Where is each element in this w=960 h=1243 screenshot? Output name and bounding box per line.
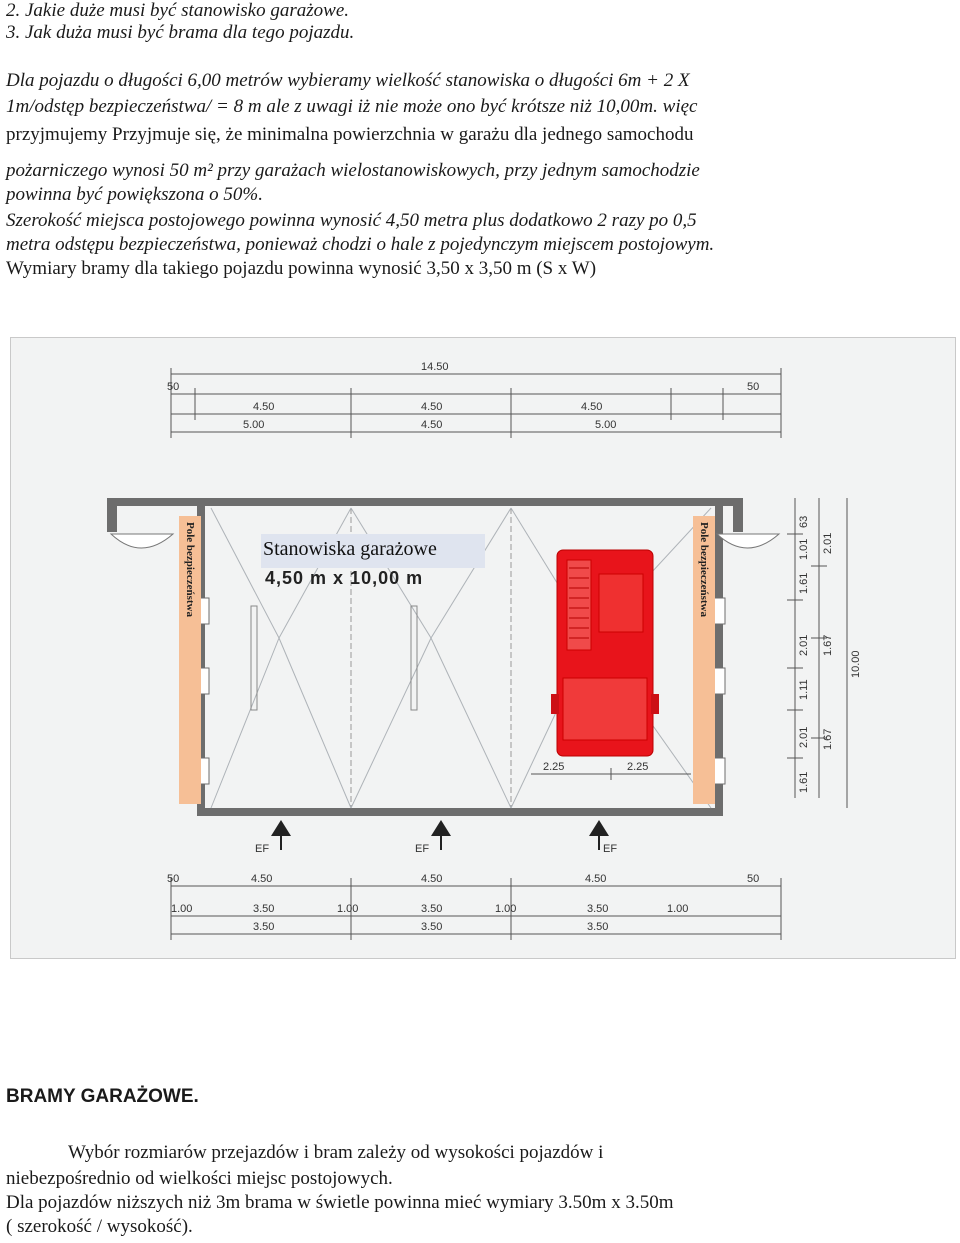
dim-bottom: 3.50 xyxy=(253,921,275,933)
paragraph-line: Dla pojazdu o długości 6,00 metrów wybieramy wielkość stanowiska o długości 6m + 2 X xyxy=(6,70,690,91)
dim-right: 1.67 xyxy=(822,728,834,750)
dim-top: 4.50 xyxy=(581,401,603,413)
dim-bottom: 4.50 xyxy=(421,873,443,885)
section-line: ( szerokość / wysokość). xyxy=(6,1216,193,1237)
dim-right: 1.61 xyxy=(798,771,810,793)
section-heading: BRAMY GARAŻOWE. xyxy=(6,1086,199,1107)
dim-right: 63 xyxy=(798,515,810,528)
dim-right: 1.01 xyxy=(798,538,810,560)
dim-bottom: 1.00 xyxy=(495,903,517,915)
paragraph-line: Szerokość miejsca postojowego powinna wynosić 4,50 metra plus dodatkowo 2 razy po 0,5 xyxy=(6,210,697,231)
paragraph-line: 1m/odstęp bezpieczeństwa/ = 8 m ale z uwagi iż nie może ono być krótsze niż 10,00m. więc xyxy=(6,96,698,117)
dim-top: 50 xyxy=(747,381,760,393)
paragraph-line: pożarniczego wynosi 50 m² przy garażach wielostanowiskowych, przy jednym samochodzie xyxy=(6,160,700,181)
dim-truck: 2.25 xyxy=(543,761,565,773)
dim-total-width: 14.50 xyxy=(421,361,449,373)
fire-truck-icon xyxy=(551,550,659,756)
dim-top: 5.00 xyxy=(595,419,617,431)
dim-right-total: 10.00 xyxy=(850,650,862,678)
section-line: Wybór rozmiarów przejazdów i bram zależy od wysokości pojazdów i xyxy=(68,1142,604,1163)
dim-bottom: 3.50 xyxy=(421,903,443,915)
gate-label: EF xyxy=(415,843,430,855)
paragraph-line: Wymiary bramy dla takiego pojazdu powinna wynosić 3,50 x 3,50 m (S x W) xyxy=(6,258,597,279)
section-line: niebezpośrednio od wielkości miejsc postojowych. xyxy=(6,1168,393,1189)
garage-floor-plan xyxy=(10,337,956,959)
paragraph-line: metra odstępu bezpieczeństwa, ponieważ chodzi o hale z pojedynczym miejscem postojowym. xyxy=(6,234,715,255)
dim-top: 50 xyxy=(167,381,180,393)
paragraph-line: powinna być powiększona o 50%. xyxy=(6,184,264,205)
dim-right: 1.67 xyxy=(822,634,834,656)
list-item-2: 2. Jakie duże musi być stanowisko garażowe. xyxy=(6,0,350,21)
gate-arrow-icon xyxy=(271,820,291,850)
dim-top: 4.50 xyxy=(421,401,443,413)
dim-bottom: 4.50 xyxy=(585,873,607,885)
dim-bottom: 1.00 xyxy=(667,903,689,915)
safety-zone-label: Pole bezpieczeństwa xyxy=(698,522,710,617)
dim-truck: 2.25 xyxy=(627,761,649,773)
dim-bottom: 4.50 xyxy=(251,873,273,885)
dim-right: 1.11 xyxy=(798,679,810,700)
dim-bottom: 1.00 xyxy=(171,903,193,915)
dim-right: 2.01 xyxy=(822,532,834,554)
dim-bottom: 3.50 xyxy=(587,903,609,915)
dim-bottom: 50 xyxy=(747,873,760,885)
gate-label: EF xyxy=(603,843,618,855)
list-item-3: 3. Jak duża musi być brama dla tego pojazdu. xyxy=(6,22,355,43)
dim-right: 1.61 xyxy=(798,572,810,594)
bay-size-label: 4,50 m x 10,00 m xyxy=(265,568,424,588)
dim-top: 5.00 xyxy=(243,419,265,431)
safety-zone-label: Pole bezpieczeństwa xyxy=(184,522,196,617)
dim-bottom: 1.00 xyxy=(337,903,359,915)
dim-right: 2.01 xyxy=(798,634,810,656)
section-line: Dla pojazdów niższych niż 3m brama w świetle powinna mieć wymiary 3.50m x 3.50m xyxy=(6,1192,674,1213)
stanowiska-label: Stanowiska garażowe xyxy=(263,538,437,560)
dim-top: 4.50 xyxy=(421,419,443,431)
dim-bottom: 3.50 xyxy=(253,903,275,915)
gate-arrow-icon xyxy=(431,820,451,850)
dim-top: 4.50 xyxy=(253,401,275,413)
gate-label: EF xyxy=(255,843,270,855)
dim-bottom: 3.50 xyxy=(587,921,609,933)
dim-bottom: 3.50 xyxy=(421,921,443,933)
dim-bottom: 50 xyxy=(167,873,180,885)
dim-right: 2.01 xyxy=(798,726,810,748)
paragraph-line: przyjmujemy Przyjmuje się, że minimalna powierzchnia w garażu dla jednego samochodu xyxy=(6,124,694,145)
floor-plan-drawing xyxy=(11,338,955,958)
